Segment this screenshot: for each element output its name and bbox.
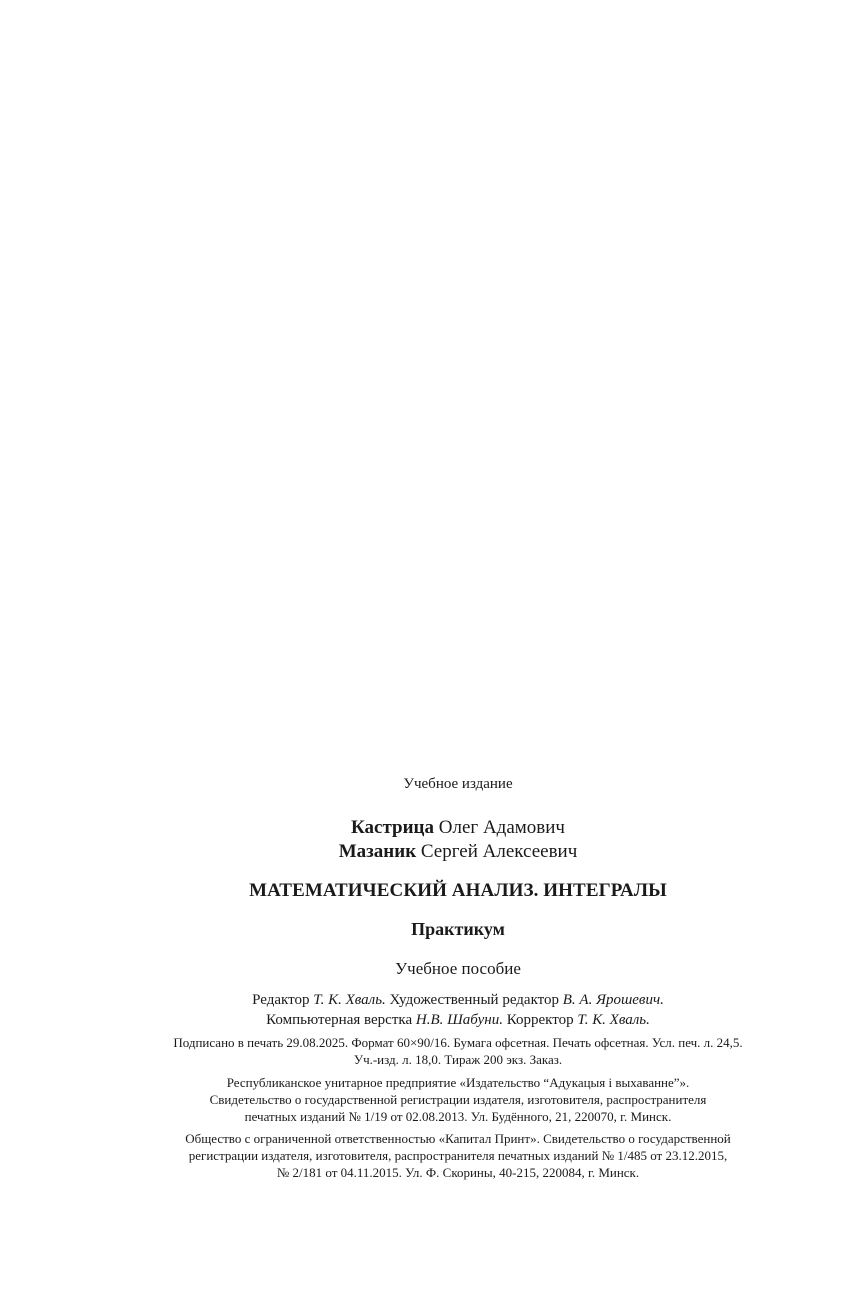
author-1 bbox=[100, 816, 816, 840]
layout-label: Компьютерная верстка bbox=[266, 1012, 413, 1028]
editor-name: Т. К. Хваль. bbox=[313, 992, 386, 1008]
publisher-line: Свидетельство о государственной регистрации издателя, изготовителя, распространителя bbox=[209, 1092, 707, 1107]
staff-line-2 bbox=[100, 1010, 816, 1030]
book-title: МАТЕМАТИЧЕСКИЙ АНАЛИЗ. ИНТЕГРАЛЫ bbox=[249, 880, 667, 901]
author-1-given-name: Олег Адамович bbox=[438, 817, 565, 838]
authors-block bbox=[100, 816, 816, 864]
printer-line: регистрации издателя, изготовителя, распространителя печатных изданий № 1/485 от 23.12.2015, bbox=[188, 1148, 728, 1163]
layout-name: Н.В. Шабуни. bbox=[415, 1012, 503, 1028]
print-info-line: Уч.-изд. л. 18,0. Тираж 200 экз. Заказ. bbox=[353, 1052, 563, 1067]
edition-type: Учебное издание bbox=[403, 776, 513, 792]
editor-label: Редактор bbox=[252, 992, 310, 1008]
book-subtitle: Практикум bbox=[411, 919, 505, 939]
art-editor-name: В. А. Ярошевич. bbox=[562, 992, 664, 1008]
staff-credits bbox=[100, 990, 816, 1030]
print-info-line: Подписано в печать 29.08.2025. Формат 60×90/16. Бумага офсетная. Печать офсетная. Усл. печ. л. 24,5. bbox=[173, 1035, 743, 1050]
printer-line: Общество с ограниченной ответственностью «Капитал Принт». Свидетельство о государственной bbox=[185, 1131, 731, 1146]
printer-line: № 2/181 от 04.11.2015. Ул. Ф. Скорины, 40-215, 220084, г. Минск. bbox=[276, 1165, 640, 1180]
publisher-info bbox=[100, 1074, 816, 1125]
art-editor-label: Художественный редактор bbox=[389, 992, 560, 1008]
print-info bbox=[100, 1034, 816, 1068]
publisher-line: Республиканское унитарное предприятие «Издательство “Адукацыя і выхаванне”». bbox=[226, 1075, 690, 1090]
publisher-line: печатных изданий № 1/19 от 02.08.2013. Ул. Будённого, 21, 220070, г. Минск. bbox=[244, 1109, 672, 1124]
author-2-given-name: Сергей Алексеевич bbox=[420, 841, 578, 862]
proofreader-name: Т. К. Хваль. bbox=[577, 1012, 650, 1028]
staff-line-1 bbox=[100, 990, 816, 1010]
proofreader-label: Корректор bbox=[506, 1012, 574, 1028]
author-2-surname: Мазаник bbox=[338, 841, 417, 862]
book-kind: Учебное пособие bbox=[395, 959, 521, 978]
author-2 bbox=[100, 840, 816, 864]
printer-info bbox=[100, 1130, 816, 1181]
author-1-surname: Кастрица bbox=[351, 817, 435, 838]
